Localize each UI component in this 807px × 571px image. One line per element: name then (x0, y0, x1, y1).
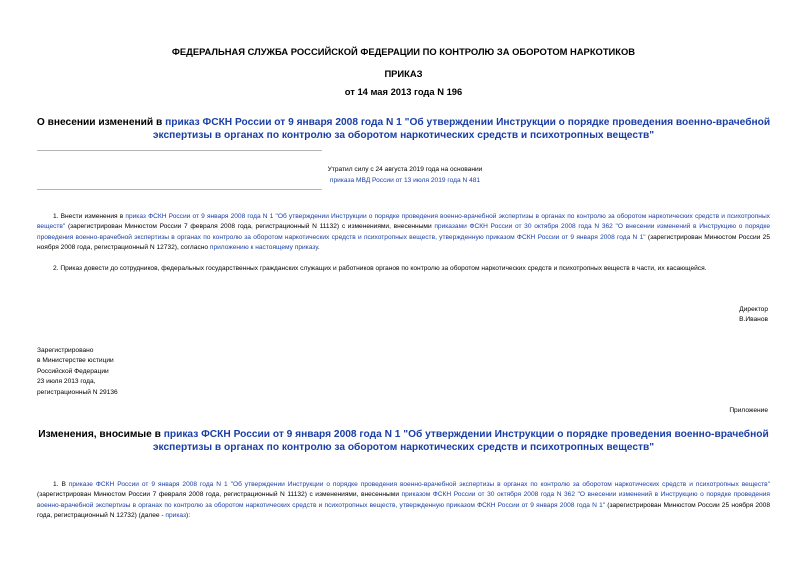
divider-top (37, 150, 322, 151)
appendix-label: Приложение (729, 407, 768, 414)
paragraph-1 (37, 212, 770, 254)
para1-text-3: (зарегистрирован Минюстом России 25 ноября 2008 года, регистрационный N 12732), согласно (37, 233, 770, 252)
title-link[interactable]: приказ ФСКН России от 9 января 2008 года N 1 "Об утверждении Инструкции о порядке проведения военно-врачебной экспертизы в органах по контролю за оборотом наркотических средств и психотропных веществ" (152, 117, 771, 141)
para3-link-order[interactable]: приказе ФСКН России от 9 января 2008 года N 1 "Об утверждении Инструкции о порядке проведения военно-врачебной экспертизы в органах по контролю за оборотом наркотических средств и психотропных веществ" (68, 481, 771, 488)
registration-line: Российской Федерации (37, 367, 109, 375)
para1-text-4: . (317, 244, 320, 252)
title-prefix: О внесении изменений в (36, 117, 166, 128)
signatory-position: Директор (739, 306, 768, 313)
para1-link-order[interactable]: приказ ФСКН России от 9 января 2008 года N 1 "Об утверждении Инструкции о порядке проведения военно-врачебной экспертизы в органах по контролю за оборотом наркотических средств и психотропных веществ" (37, 213, 770, 231)
lost-force-note (300, 164, 510, 186)
para3-text-4: ): (186, 512, 191, 520)
registration-line: в Министерстве юстиции (37, 357, 114, 365)
para1-link-amendments[interactable]: приказами ФСКН России от 30 октября 2008 года N 362 "О внесении изменений в Инструкцию о порядке проведения военно-врачебной экспертизы в органах по контролю за оборотом наркотических средств и психотропных веществ, утвержденную приказом ФСКН России от 9 января 2008 года N 1" (37, 223, 770, 241)
lost-force-text: Утратил силу с 24 августа 2019 года на основании (327, 166, 483, 173)
para3-text-1: 1. В (53, 481, 69, 488)
signatory-name: В.Иванов (739, 316, 768, 324)
changes-title-prefix: Изменения, вносимые в (38, 429, 164, 440)
divider-bottom (37, 189, 322, 190)
paragraph-3 (37, 480, 770, 522)
agency-name: ФЕДЕРАЛЬНАЯ СЛУЖБА РОССИЙСКОЙ ФЕДЕРАЦИИ ПО КОНТРОЛЮ ЗА ОБОРОТОМ НАРКОТИКОВ (171, 46, 636, 57)
para1-text-2: (зарегистрирован Минюстом России 7 февраля 2008 года, регистрационный N 11132) с изменениями, внесенными (65, 223, 435, 231)
document-type: ПРИКАЗ (384, 68, 423, 79)
registration-line: Зарегистрировано (37, 347, 94, 354)
paragraph-2: 2. Приказ довести до сотрудников, федеральных государственных гражданских служащих и работников органов по контролю за оборотом наркотических средств и психотропных веществ в части, их касающейся. (53, 265, 707, 272)
para3-text-2: (зарегистрирован Минюстом России 7 февраля 2008 года, регистрационный N 11132) с изменениями, внесенными (37, 491, 402, 499)
para3-link-order-short[interactable]: приказ (165, 512, 186, 520)
para3-link-amendments[interactable]: приказом ФСКН России от 30 октября 2008 года N 362 "О внесении изменений в Инструкцию о порядке проведения военно-врачебной экспертизы в органах по контролю за оборотом наркотических средств и психотропных веществ, утвержденную приказом ФСКН России от 9 января 2008 года N 1" (37, 491, 770, 509)
signature-block (739, 305, 768, 326)
document-title (30, 116, 777, 142)
registration-line: регистрационный N 29136 (37, 388, 118, 396)
registration-line: 23 июля 2013 года, (37, 378, 96, 386)
para3-text-3: (зарегистрирован Минюстом России 25 ноября 2008 года, регистрационный N 12732) (далее - (37, 501, 770, 520)
registration-block (37, 346, 118, 398)
changes-title-link[interactable]: приказ ФСКН России от 9 января 2008 года N 1 "Об утверждении Инструкции о порядке проведения военно-врачебной экспертизы в органах по контролю за оборотом наркотических средств и психотропных веществ" (152, 429, 769, 453)
lost-force-link[interactable]: приказа МВД России от 13 июля 2019 года N 481 (329, 177, 481, 184)
para1-text-1: 1. Внести изменения в (53, 213, 126, 220)
para1-link-appendix[interactable]: приложению к настоящему приказу (209, 244, 318, 252)
changes-title (30, 428, 777, 454)
document-date: от 14 мая 2013 года N 196 (344, 86, 463, 97)
